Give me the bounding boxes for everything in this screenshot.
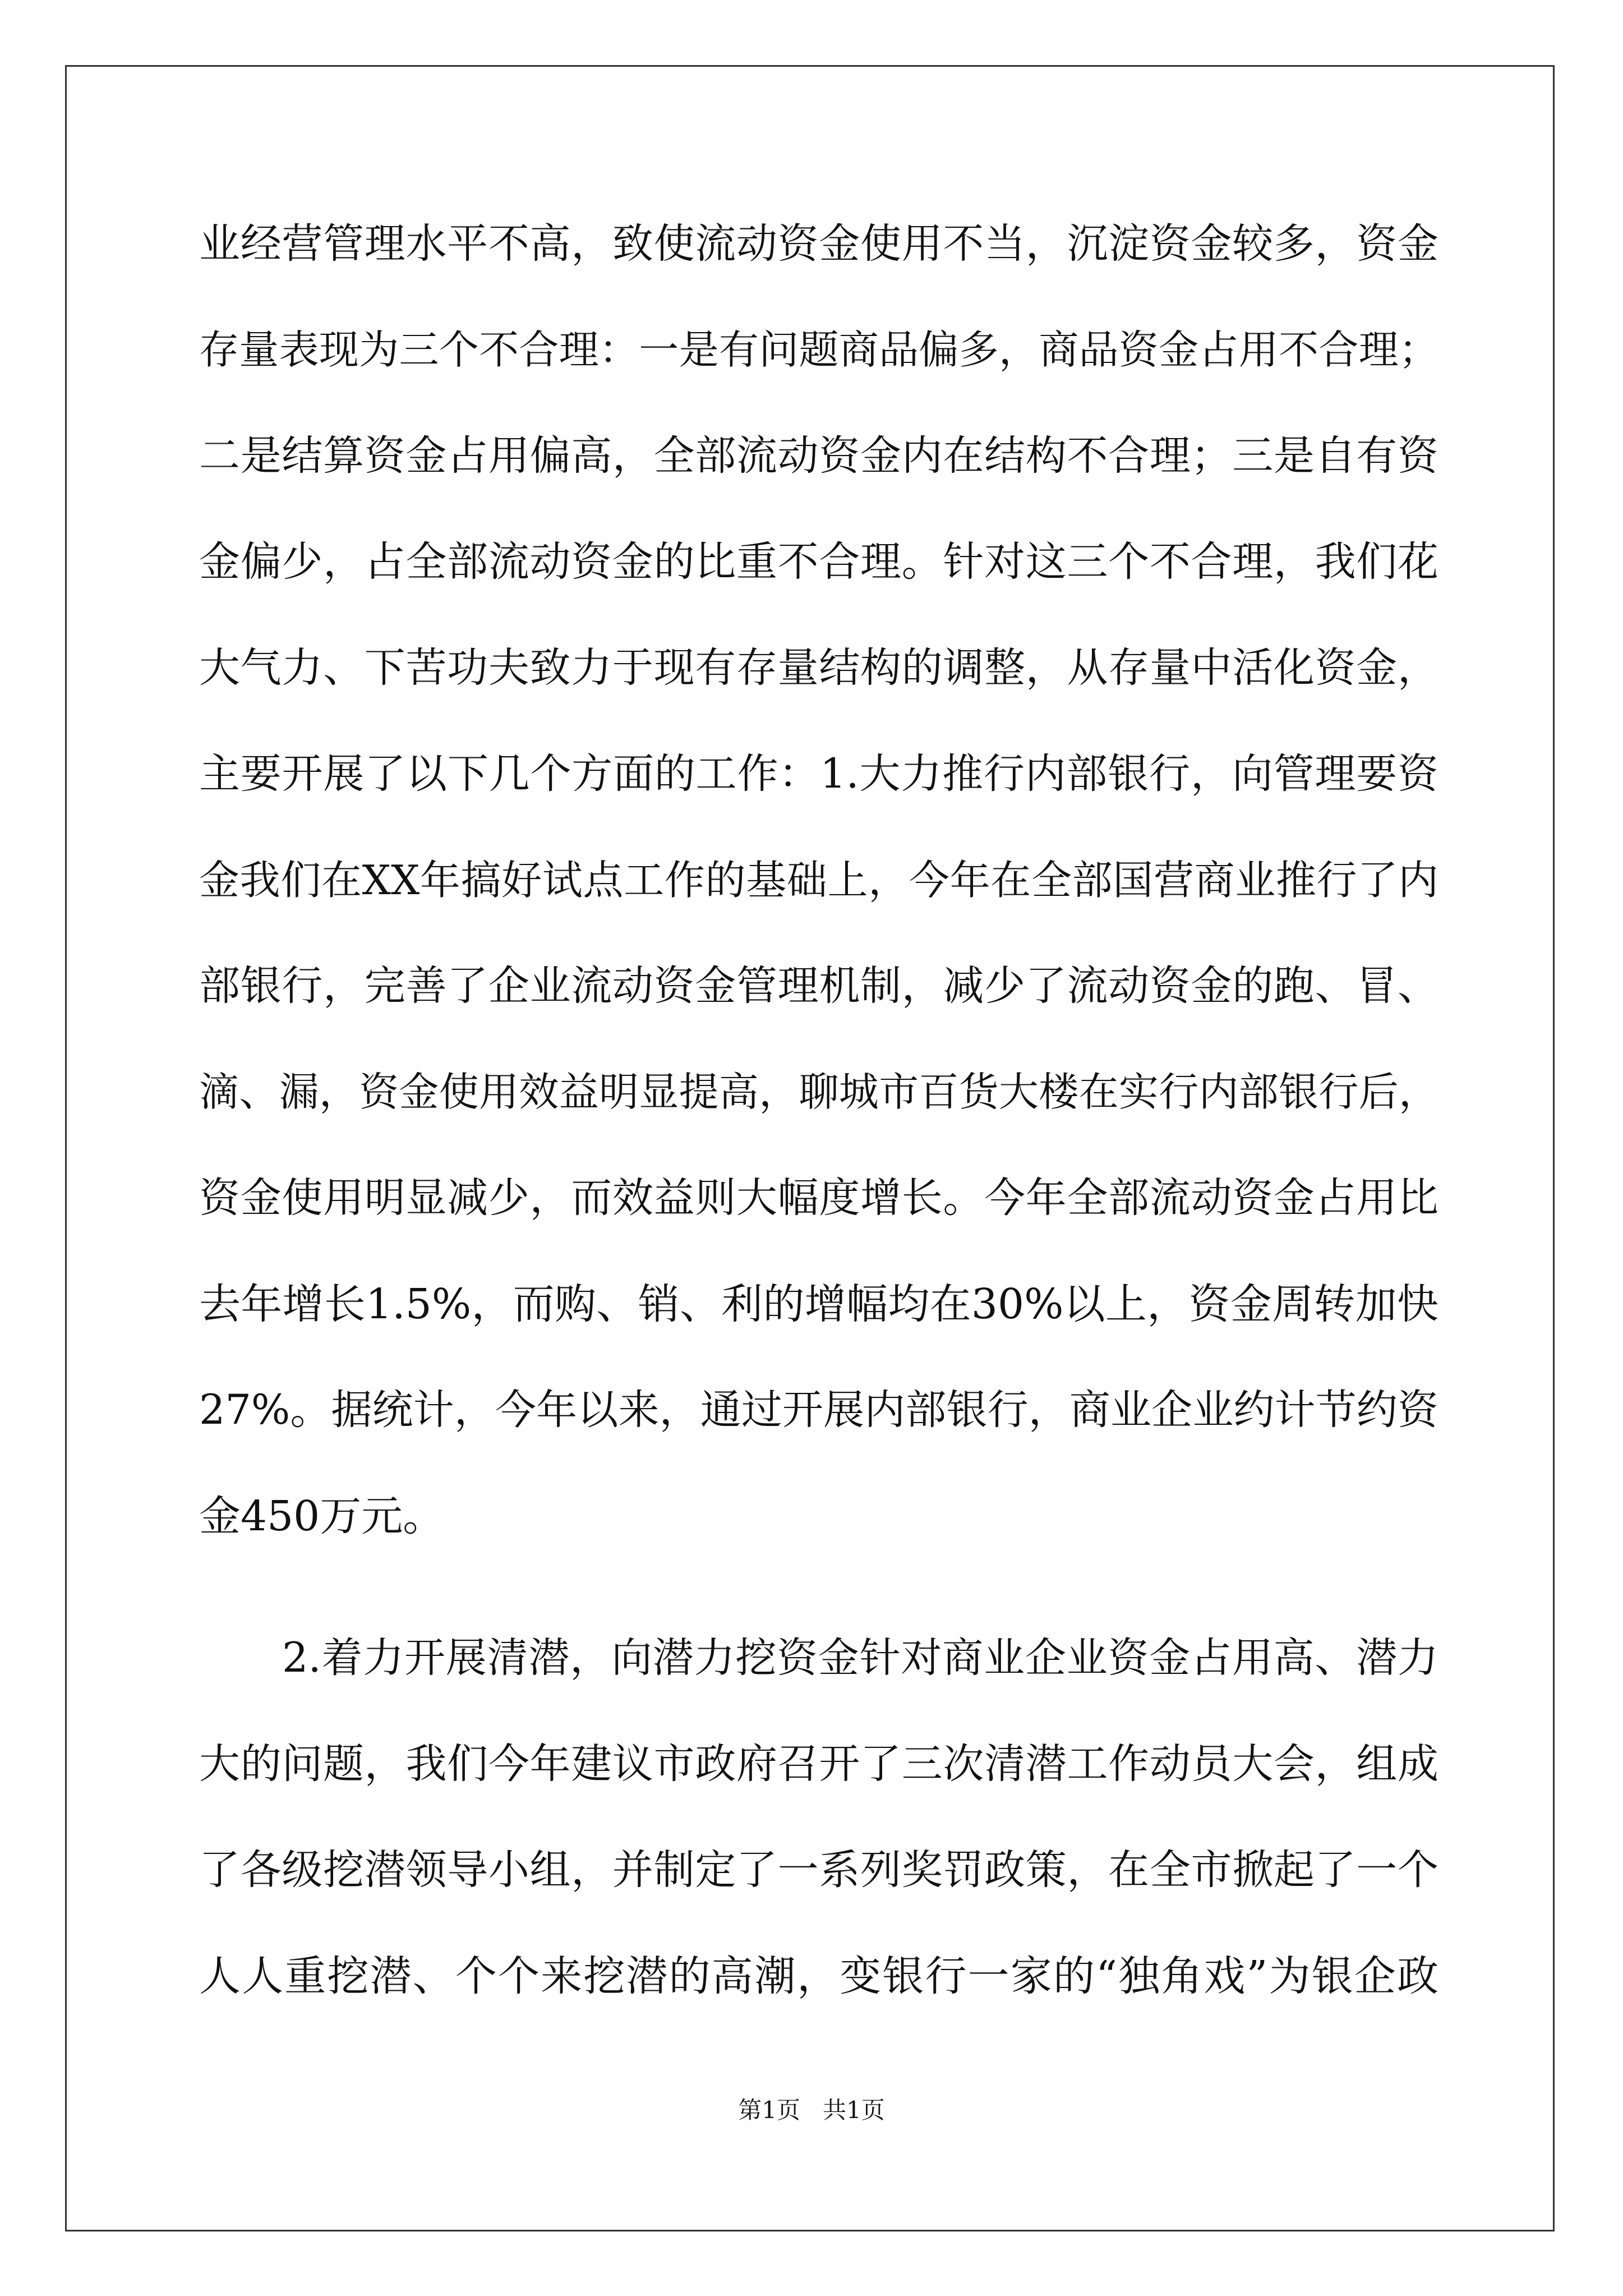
text-line: 滴、漏，资金使用效益明显提高，聊城市百货大楼在实行内部银行后， [199, 1069, 1438, 1115]
text-line: 大气力、下苦功夫致力于现有存量结构的调整，从存量中活化资金， [199, 644, 1438, 692]
text-line: 存量表现为三个不合理：一是有问题商品偏多，商品资金占用不合理； [199, 326, 1438, 373]
text-line: 27%。据统计，今年以来，通过开展内部银行，商业企业约计节约资 [199, 1386, 1438, 1434]
text-line: 2.着力开展清潜，向潜力挖资金针对商业企业资金占用高、潜力 [282, 1634, 1438, 1682]
text-line: 大的问题，我们今年建议市政府召开了三次清潜工作动员大会，组成 [199, 1740, 1438, 1788]
text-line: 资金使用明显减少，而效益则大幅度增长。今年全部流动资金占用比 [199, 1174, 1438, 1222]
document-body [199, 216, 1438, 2054]
text-line: 金我们在XX年搞好试点工作的基础上，今年在全部国营商业推行了内 [199, 857, 1438, 904]
page-number-footer: 第1页 共1页 [738, 2096, 885, 2124]
text-line: 人人重挖潜、个个来挖潜的高潮，变银行一家的“独角戏”为银企政 [199, 1952, 1438, 2000]
text-line: 金偏少，占全部流动资金的比重不合理。针对这三个不合理，我们花 [199, 538, 1438, 586]
text-line: 二是结算资金占用偏高，全部流动资金内在结构不合理；三是自有资 [199, 432, 1438, 480]
paragraph-2 [199, 1630, 1438, 2054]
text-line: 去年增长1.5%，而购、销、利的增幅均在30%以上，资金周转加快 [199, 1280, 1438, 1328]
text-line: 金450万元。 [199, 1492, 445, 1540]
paragraph-1 [199, 216, 1438, 1594]
text-line: 主要开展了以下几个方面的工作：1.大力推行内部银行，向管理要资 [199, 750, 1438, 798]
text-line: 了各级挖潜领导小组，并制定了一系列奖罚政策，在全市掀起了一个 [199, 1846, 1438, 1894]
text-line: 业经营管理水平不高，致使流动资金使用不当，沉淀资金较多，资金 [199, 220, 1438, 268]
text-line: 部银行，完善了企业流动资金管理机制，减少了流动资金的跑、冒、 [199, 962, 1438, 1010]
